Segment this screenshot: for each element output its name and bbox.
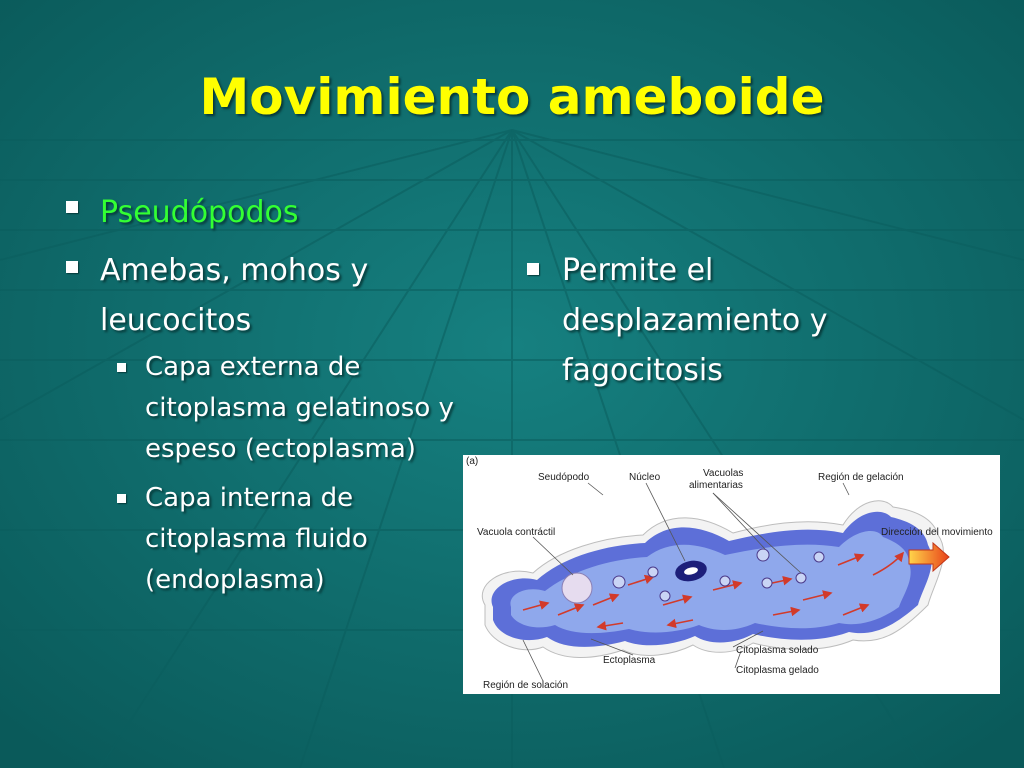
contractile-vacuole bbox=[562, 573, 592, 603]
sub-bullet-capa-interna: Capa interna de citoplasma fluido (endoplasma) bbox=[145, 483, 368, 595]
label-gelado: Citoplasma gelado bbox=[736, 665, 819, 676]
label-direccion: Dirección del movimiento bbox=[881, 527, 993, 538]
label-solacion: Región de solación bbox=[483, 680, 569, 691]
label-vacuolas-1: Vacuolas bbox=[703, 468, 744, 479]
bullet-amebas: Amebas, mohos y leucocitos bbox=[100, 253, 369, 338]
amoeba-figure bbox=[463, 455, 1000, 694]
sub-bullet-marker bbox=[117, 494, 126, 503]
label-ectoplasma: Ectoplasma bbox=[603, 655, 656, 666]
bullet-marker bbox=[66, 261, 78, 273]
amoeba-diagram bbox=[463, 455, 1000, 694]
bullet-permite: Permite el desplazamiento y fagocitosis bbox=[562, 253, 828, 388]
bullet-pseudopodos: Pseudópodos bbox=[100, 195, 299, 230]
label-contractil: Vacuola contráctil bbox=[477, 527, 556, 538]
sub-bullet-marker bbox=[117, 363, 126, 372]
label-vacuolas-2: alimentarias bbox=[689, 480, 743, 491]
label-gelacion: Región de gelación bbox=[818, 472, 904, 483]
label-solado: Citoplasma solado bbox=[736, 645, 819, 656]
slide-title: Movimiento ameboide bbox=[199, 68, 825, 126]
label-seudopodo: Seudópodo bbox=[538, 472, 590, 483]
label-nucleo: Núcleo bbox=[629, 472, 661, 483]
bullet-marker bbox=[527, 263, 539, 275]
bullet-marker bbox=[66, 201, 78, 213]
sub-bullet-capa-externa: Capa externa de citoplasma gelatinoso y espeso (ectoplasma) bbox=[145, 352, 454, 464]
panel-label: (a) bbox=[466, 456, 479, 467]
